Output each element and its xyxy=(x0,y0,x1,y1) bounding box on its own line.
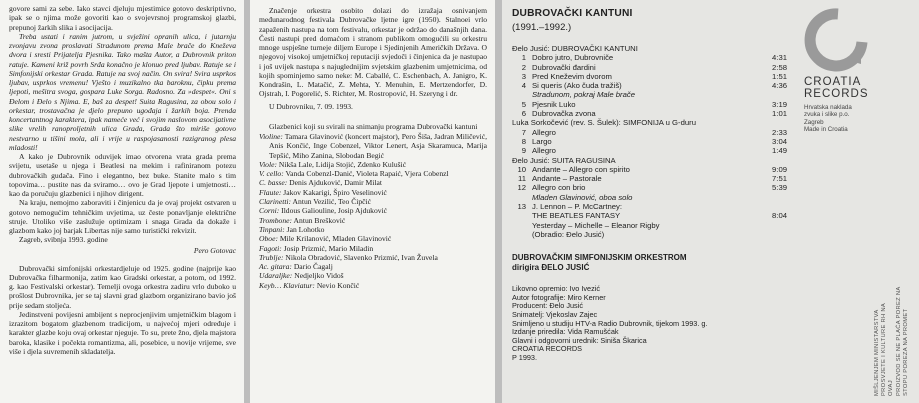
track-number: 8 xyxy=(521,136,526,146)
track-row xyxy=(512,128,787,137)
notes-paragraph: Na kraju, nemojmo zaboraviti i činjenicu da je ovaj projekt ostvaren u gotovo nemogućim tehničkim uvjetima, uz česte ponavljanje električne struje. Utoliko više zaslužuje optimizam i snaga Grada da dokaže i glazbom kako joj barjak Libertas nije samo turistički rekvizit. xyxy=(9,198,236,235)
tracklist-block xyxy=(512,8,787,363)
tracklist-panel xyxy=(502,0,919,403)
track-duration: 3:19 xyxy=(772,99,787,109)
track-title: Dobro jutro, Dubrovniče xyxy=(532,53,614,63)
credit-line xyxy=(259,262,487,271)
credit-line xyxy=(259,178,487,187)
section-heading: Đelo Jusić: SUITA RAGUSINA xyxy=(512,155,616,165)
track-row xyxy=(512,230,787,239)
production-credit-line: Glavni i odgovorni urednik: Siniša Škarica xyxy=(512,335,647,345)
production-credit-line: Likovno opremio: Ivo Ivezić xyxy=(512,284,601,294)
croatia-records-logo-icon xyxy=(804,8,868,72)
section-heading: Đelo Jusić: DUBROVAČKI KANTUNI xyxy=(512,44,638,53)
credit-line xyxy=(259,132,487,160)
track-number: 10 xyxy=(517,164,526,174)
track-title: Dubrovačka zvona xyxy=(532,109,596,119)
notes-author: Pero Gotovac xyxy=(193,245,236,255)
track-number: 11 xyxy=(518,174,526,184)
credit-line xyxy=(259,169,487,178)
liner-notes-panel-1 xyxy=(0,0,244,403)
credit-names: Jakov Kakarigi, Špiro Veselinović xyxy=(283,187,387,197)
track-row xyxy=(512,81,787,90)
credit-role: Ac. gitara: xyxy=(259,262,292,272)
credit-line xyxy=(259,216,487,225)
track-row xyxy=(512,174,787,183)
credit-names: Josip Prizmić, Mario Miladin xyxy=(283,243,374,253)
credit-names: Vanda Cobenzl-Danić, Violeta Rapaić, Vjera Cobenzl xyxy=(285,169,449,179)
track-row xyxy=(512,146,787,155)
track-title: (Obradio: Đelo Jusić) xyxy=(532,229,605,239)
credit-names: Mile Krilanović, Mladen Glavinović xyxy=(279,234,392,244)
credit-line xyxy=(259,244,487,253)
track-duration: 7:51 xyxy=(772,174,787,184)
track-row xyxy=(512,100,787,109)
credit-role: Oboe: xyxy=(259,234,278,244)
credit-names: Denis Ajduković, Damir Milat xyxy=(289,178,382,188)
credit-role: C. basse: xyxy=(259,178,288,188)
track-title: Pjesnik Luko xyxy=(532,99,576,109)
track-row xyxy=(512,137,787,146)
orchestra-history-paragraph: Dubrovački simfonijski orkestardjeluje od 1925. godine (najprije kao Dubrovačka filharmonija, zatim kao Gradski orkestar, a potom, od 1992. g. kao Festivalski orkestar). Temelji ovoga orkestra zadiru vrlo duboko u prošlost Dubrovnika, jer se taj slavni grad glazbom organizirano bavio još prije sedam stoljeća. xyxy=(9,263,236,310)
credit-line xyxy=(259,271,487,280)
credit-names: Antun Brešković xyxy=(293,215,346,225)
section-heading: Luka Sorkočević (rev. S. Šulek): SIMFONIJA u G-duru xyxy=(512,118,696,128)
croatia-records-logo xyxy=(804,8,909,134)
track-number: 4 xyxy=(521,81,526,91)
track-row xyxy=(512,72,787,81)
logo-name: CROATIA RECORDS xyxy=(804,76,869,100)
album-title: DUBROVAČKI KANTUNI xyxy=(512,8,633,19)
track-title: Andante – Pastorale xyxy=(532,174,602,184)
credit-role: Violine: xyxy=(259,132,283,141)
track-duration: 5:39 xyxy=(772,183,787,193)
track-number: 5 xyxy=(521,99,526,109)
credit-role: Clarinetti: xyxy=(259,197,292,207)
track-duration: 3:04 xyxy=(772,136,787,146)
track-title: Largo xyxy=(532,136,552,146)
credit-line xyxy=(259,188,487,197)
track-title: J. Lennon – P. McCartney: xyxy=(532,202,623,212)
production-credit-line: Snimljeno u studiju HTV-a Radio Dubrovnik, tijekom 1993. g. xyxy=(512,318,708,328)
place-date: U Dubrovniku, 7. 09. 1993. xyxy=(269,101,353,111)
credit-line xyxy=(259,234,487,243)
credit-line xyxy=(259,160,487,169)
track-duration: 4:36 xyxy=(772,81,787,91)
credit-role: Fagoti: xyxy=(259,243,282,253)
track-duration: 2:58 xyxy=(772,62,787,72)
credit-names: Tamara Glavinović (koncert majstor), Pero Šiša, Jadran Miličević, Anis Končić, Inge Cobenzel, Viktor Lenert, Asja Skaramuca, Marija Tepšić, Miho Zanina, Slobodan Begić xyxy=(269,132,488,160)
track-row xyxy=(512,109,787,118)
credit-line xyxy=(259,253,487,262)
track-title: Allegro con brio xyxy=(532,183,586,193)
notes-paragraph: Treba ustati i ranim jutrom, u svježini opranih ulica, i jutarnju zvonjavu zvona proslavati Stradunom prema Male brače do Kneževa dvora i sresti Prijatelja Pjesnika. Tako mašta Autor, a Dubrovnik priton ratuje. Kameni križ povrh Srđa konačno je klonuo pred ljubav. Ratuje se i Simfonijski orkestar Grada. Ratuje na svoj način. On svira! Svira usprkos ljubav, usprkos vremenu! Vješto i muzikalno tka baroknu, čipku prema ljepoti, mešitra svoga, gospara Luke Sorga. Radosno. Za »despet«. Oni s Đelom i Đelo s Njima. E, baš za despet! Suita Ragusina, za obou solo i orkestar, trostavačna je djelo prepuno ugođaja i žarkih boja. Prenda koncertantnog karaktera, ipak nameće već i svojim naslovom asocijativne slike vrelih ranoproljetnih ulica Grada, Grada što miriše gotovo nestvarno u tišini mola, ali i vrije u raspojasanosti razigranog plesa mladosti! xyxy=(9,31,236,152)
credit-role: Keyb… Klaviatur: xyxy=(259,280,315,290)
credit-names: Nikola Obradović, Slavenko Prizmić, Ivan Žuvela xyxy=(285,252,438,262)
credit-names: Antun Vezilić, Teo Čipčić xyxy=(292,197,372,207)
track-number: 13 xyxy=(517,202,526,212)
track-duration: 9:09 xyxy=(772,164,787,174)
credit-role: Trombone: xyxy=(259,215,293,225)
production-credit-line: Autor fotografije: Miro Kerner xyxy=(512,292,606,302)
credit-line xyxy=(259,197,487,206)
production-credit-line: Snimatelj: Vjekoslav Zajec xyxy=(512,310,598,320)
track-duration: 1:01 xyxy=(772,109,787,119)
credit-role: Trublje: xyxy=(259,252,284,262)
track-title: THE BEATLES FANTASY xyxy=(532,211,621,221)
credit-role: Tinpani: xyxy=(259,224,285,234)
orchestra-history-paragraph: Jedinstveni povijesni ambijent s neprocjenjivim umjetničkim blagom i izrazitom bogatom glazbenom tradicijom, u najvećoj mjeri određuje i karakter glazbe koju ovaj orkestar njeguje. To su, prete žno, djela majstora baroka, klasike i počekta romantizma, ali, posebice, u novije vrijeme, sve više i djela suvremenih skladatelja. xyxy=(9,309,236,356)
track-duration: 1:49 xyxy=(772,146,787,156)
credit-names: Jan Lohotko xyxy=(286,224,325,234)
notes-date: Zagreb, svibnja 1993. godine xyxy=(19,235,108,245)
orchestra-paragraph: Značenje orkestra osobito dolazi do izražaja osnivanjem međunarodnog festivala Dubrovačke ljetne igre (1950). Stalnoei vrlo zapaženih nastupa na tom festivalu, orkestar je održao do današnjih dana. Česti nastupi pred domaćom i stranom publikom omogućili su orkestru mnoge uspješne turneje diljem Europe i Sjedinjenih Američkih Država. O njegovoj visokoj umjetničkoj reputaciji svjedoči i činjenica da je nastupao i još uvijek nastupa s najuglednijim svjetskim glazbenim umjetnicima, od kojih spominjemo samo neke: M. Caballé, C. Eschenbach, A. Janigro, K. Kondrašin, L. Matačić, Z. Mehta, Y. Menuhin, E. Mertzendorfer, D. Ojstrah, I. Pogorelić, S. Richter, M. Rostropović, H. Szeryng i dr. xyxy=(259,6,487,99)
production-credit-line: Izdanje priredila: Vida Ramušćak xyxy=(512,327,619,337)
track-number: 6 xyxy=(521,109,526,119)
track-row xyxy=(512,53,787,62)
production-credit-line: P 1993. xyxy=(512,352,538,362)
credit-role: Flaute: xyxy=(259,187,282,197)
credit-names: Dario Čagalj xyxy=(293,262,333,272)
track-row xyxy=(512,165,787,174)
fold-divider-2 xyxy=(495,0,502,403)
credit-role: Corni: xyxy=(259,206,280,216)
production-credits xyxy=(512,285,787,362)
production-credit-line: CROATIA RECORDS xyxy=(512,344,583,354)
track-number: 7 xyxy=(521,127,526,137)
track-row xyxy=(512,202,787,211)
production-credit-line: Producent: Đelo Jusić xyxy=(512,301,583,311)
credit-line xyxy=(259,281,487,290)
track-title: Andante – Allegro con spirito xyxy=(532,164,630,174)
track-row xyxy=(512,63,787,72)
track-list xyxy=(512,44,787,239)
track-number: 12 xyxy=(517,183,526,193)
liner-notes-panel-2 xyxy=(250,0,495,403)
track-title: Dubrovački đardini xyxy=(532,62,596,72)
credit-names: Nevio Končić xyxy=(316,280,360,290)
track-duration: 8:04 xyxy=(772,211,787,221)
musicians-credits xyxy=(259,132,487,290)
track-row xyxy=(512,90,787,99)
credit-names: Ildous Galiouline, Josip Ajduković xyxy=(281,206,388,216)
album-years: (1991.–1992.) xyxy=(512,22,572,33)
tax-notice: MIŠLJENJEM MINISTARSTVA PROSVJETE I KULTURE RH NA OVAJ PROIZVOD SE NE PLAĆA POREZ NA STOPU POREZA NA PROMET xyxy=(874,286,909,396)
track-number: 9 xyxy=(521,146,526,156)
track-row xyxy=(512,221,787,230)
credit-line xyxy=(259,225,487,234)
track-title: Yesterday – Michelle – Eleanor Rigby xyxy=(532,220,660,230)
logo-subtitle: Hrvatska naklada zvuka i slike p.o. Zagreb Made in Croatia xyxy=(804,104,852,134)
track-duration: 1:51 xyxy=(772,71,787,81)
credit-role: V. cello: xyxy=(259,169,284,179)
musicians-heading: Glazbenici koji su svirali na snimanju programa Dubrovački kantuni xyxy=(269,121,478,131)
notes-paragraph: A kako je Dubrovnik oduvijek imao otvorena vrata grada prema svijetu, usetaše u njega i Beatlesi na mekim i rafiniranom potezu dubrovačkih gudača. Fino i elegantno, bez buke. Stanite malo s tim topovima… pustite nas da sviramo… ovo je Grad ljepote i umjetnosti… kao da poručuju glazbenici i njihov dirigent. xyxy=(9,152,236,198)
track-title: Stradunom, pokraj Male brače xyxy=(532,90,635,100)
credit-line xyxy=(259,206,487,215)
track-number: 3 xyxy=(521,71,526,81)
credit-role: Viole: xyxy=(259,159,277,169)
track-row xyxy=(512,193,787,202)
track-row xyxy=(512,183,787,192)
track-row xyxy=(512,211,787,220)
track-number: 1 xyxy=(521,53,526,63)
credit-role: Udaraljke: xyxy=(259,271,293,281)
track-title: Pred Kneževim dvorom xyxy=(532,71,612,81)
credit-names: Nedjeljko Vidoš xyxy=(294,271,344,281)
credit-names: Nikša Lale, Lidija Stojić, Zdenko Kulušić xyxy=(278,159,407,169)
notes-paragraph: govore sami za sebe. Iako stavci djeluju mjestimice gotovo deskriptivno, ipak se o njima može govoriti kao o svojevrsnoj programskoj glazbi, prepunoj žarkih slika i asocijacija. xyxy=(9,4,236,32)
track-title: Allegro xyxy=(532,146,556,156)
track-title: Si queris (Ako čuda tražiš) xyxy=(532,81,622,91)
track-duration: 2:33 xyxy=(772,127,787,137)
track-title: Allegro xyxy=(532,127,556,137)
orchestra-credit: DUBROVAČKIM SIMFONIJSKIM ORKESTROM dirigira ĐELO JUSIĆ xyxy=(512,253,687,273)
track-duration: 4:31 xyxy=(772,53,787,63)
track-number: 2 xyxy=(521,62,526,72)
track-title: Mladen Glavinović, oboa solo xyxy=(532,192,633,202)
